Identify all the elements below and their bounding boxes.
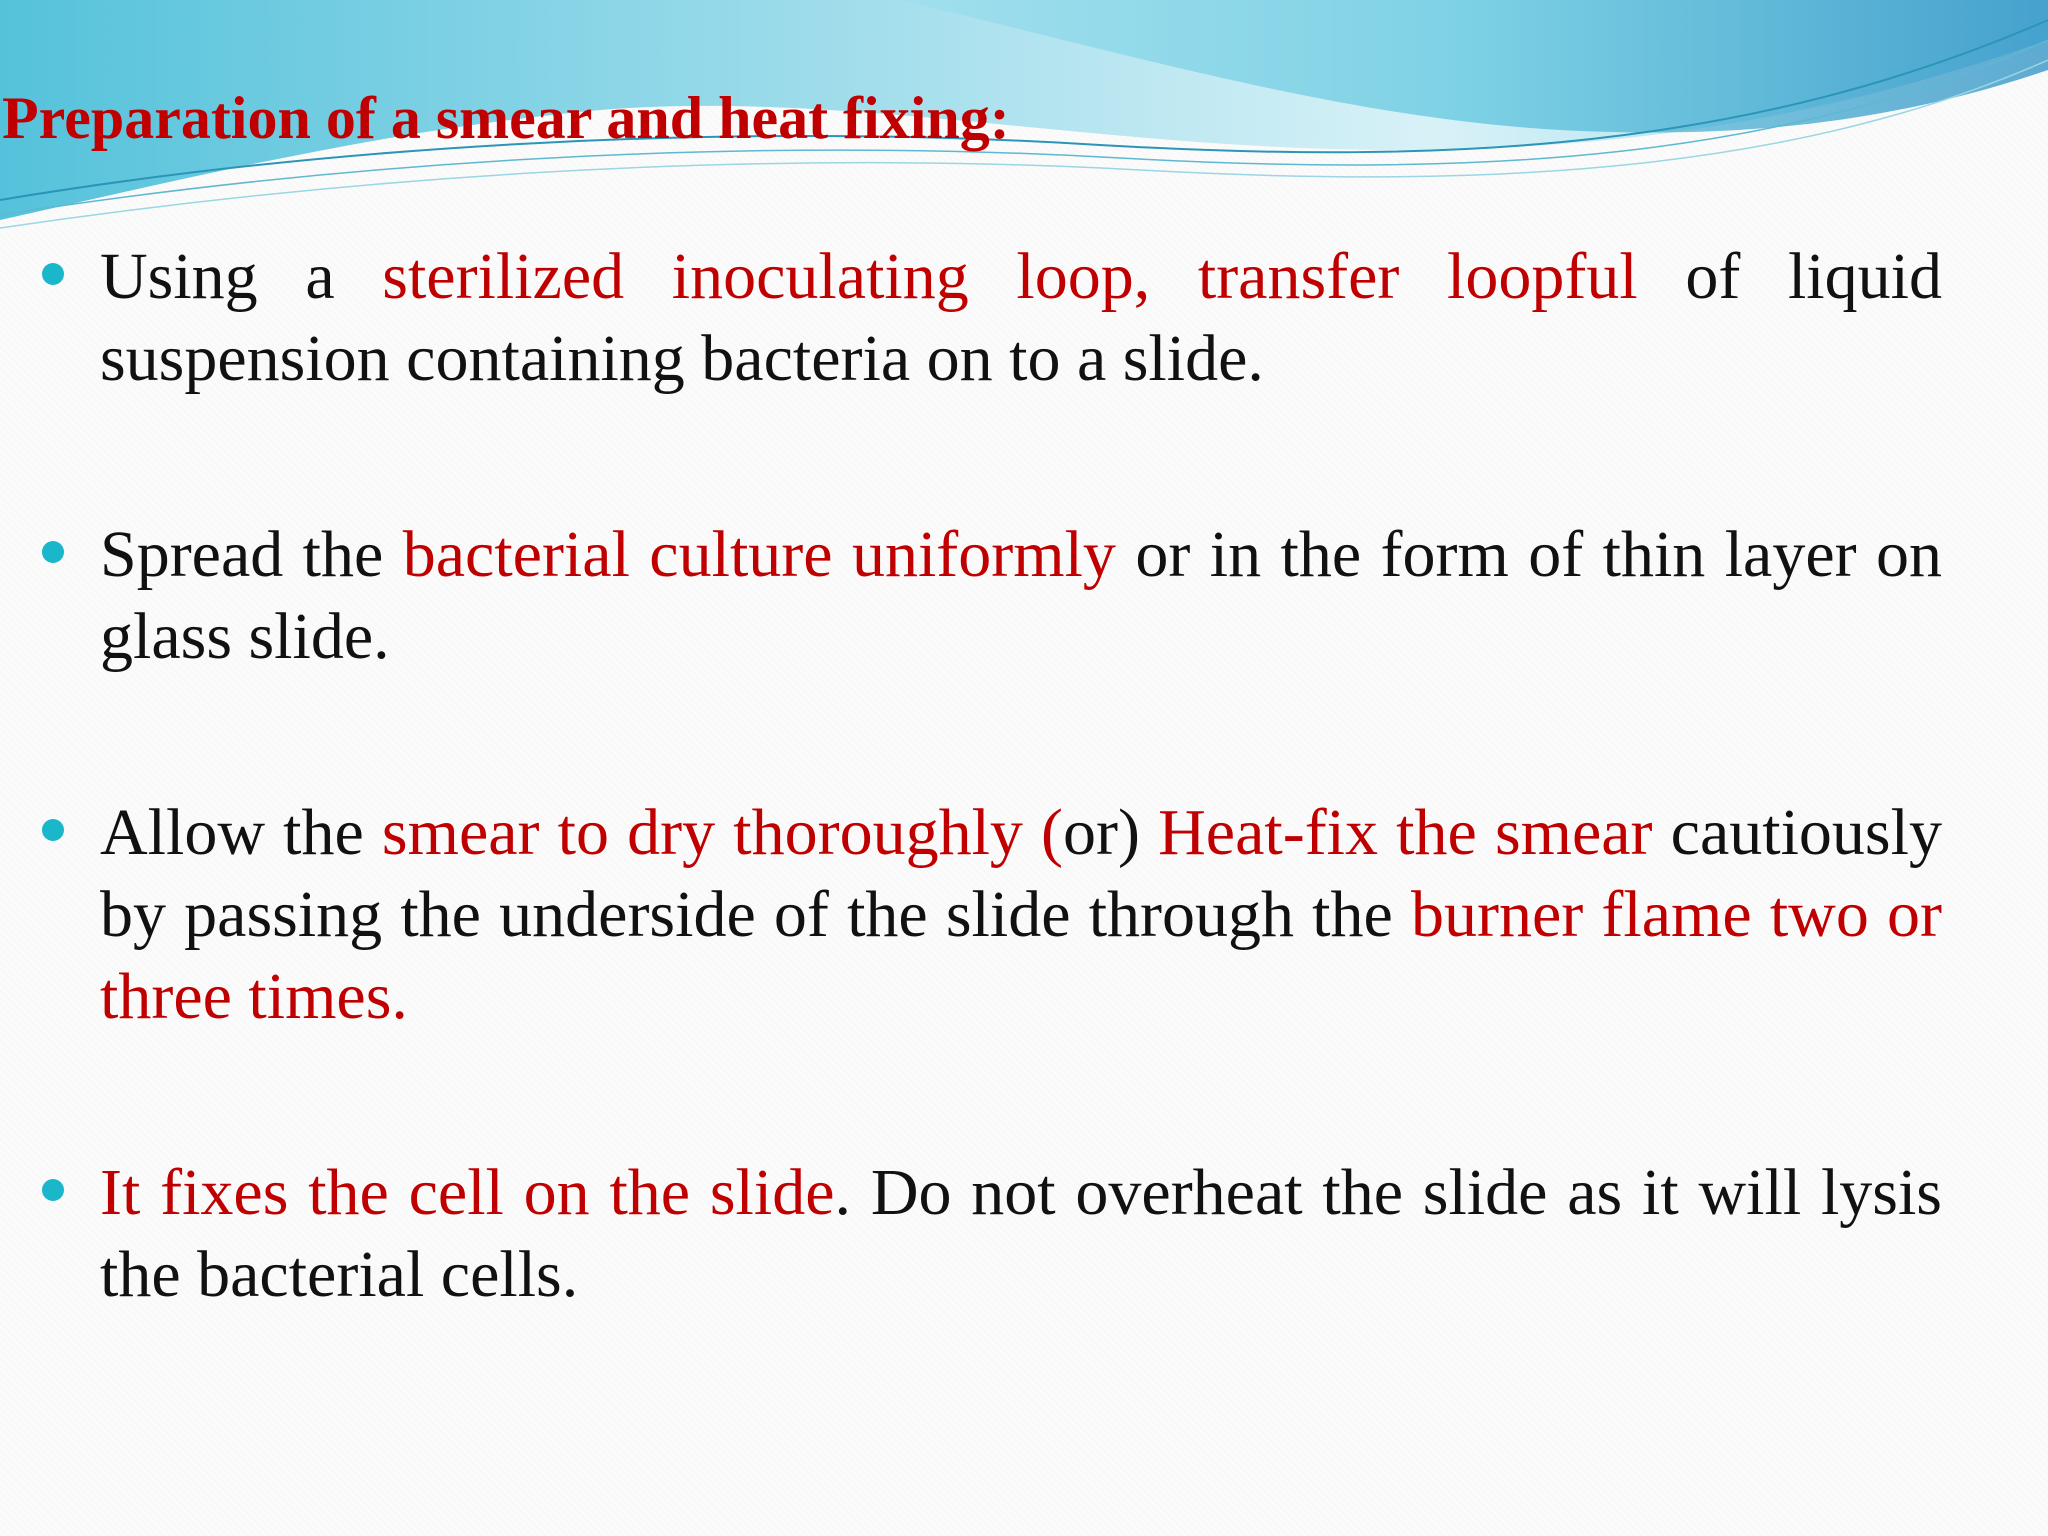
slide-title: Preparation of a smear and heat fixing: (2, 85, 1010, 151)
bullet-item (100, 514, 1942, 678)
bullet-dot-icon (42, 541, 64, 563)
highlighted-text: Heat-fix the smear (1158, 796, 1653, 869)
bullet-text (100, 518, 1942, 673)
bullet-item (100, 792, 1942, 1038)
bullet-dot-icon (42, 263, 64, 285)
highlighted-text: sterilized inoculating loop, transfer loopful (382, 240, 1638, 313)
text-segment: or in the form of thin layer on glass slide. (100, 518, 1943, 673)
text-segment: Allow the (100, 796, 382, 869)
text-segment: Using a (100, 240, 383, 313)
highlighted-text: smear to dry thoroughly ( (381, 796, 1064, 869)
bullet-dot-icon (42, 1179, 64, 1201)
highlighted-text: bacterial culture uniformly (402, 518, 1116, 591)
text-segment: Spread the (100, 518, 403, 591)
text-segment: of liquid suspension containing bacteria on to a slide. (100, 240, 1942, 395)
bullet-item (100, 1152, 1942, 1316)
bullet-text (100, 240, 1942, 395)
highlighted-text: burner flame two or three times. (100, 878, 1942, 1033)
bullet-text (100, 1156, 1942, 1311)
bullet-dot-icon (42, 819, 64, 841)
highlighted-text: It fixes the cell on the slide (100, 1156, 835, 1229)
text-segment: cautiously by passing the underside of the slide through the (100, 796, 1942, 951)
bullet-item (100, 236, 1942, 400)
bullet-text (100, 796, 1942, 1033)
text-segment: or) (1063, 796, 1159, 869)
text-segment: . Do not overheat the slide as it will lysis the bacterial cells. (100, 1156, 1942, 1311)
